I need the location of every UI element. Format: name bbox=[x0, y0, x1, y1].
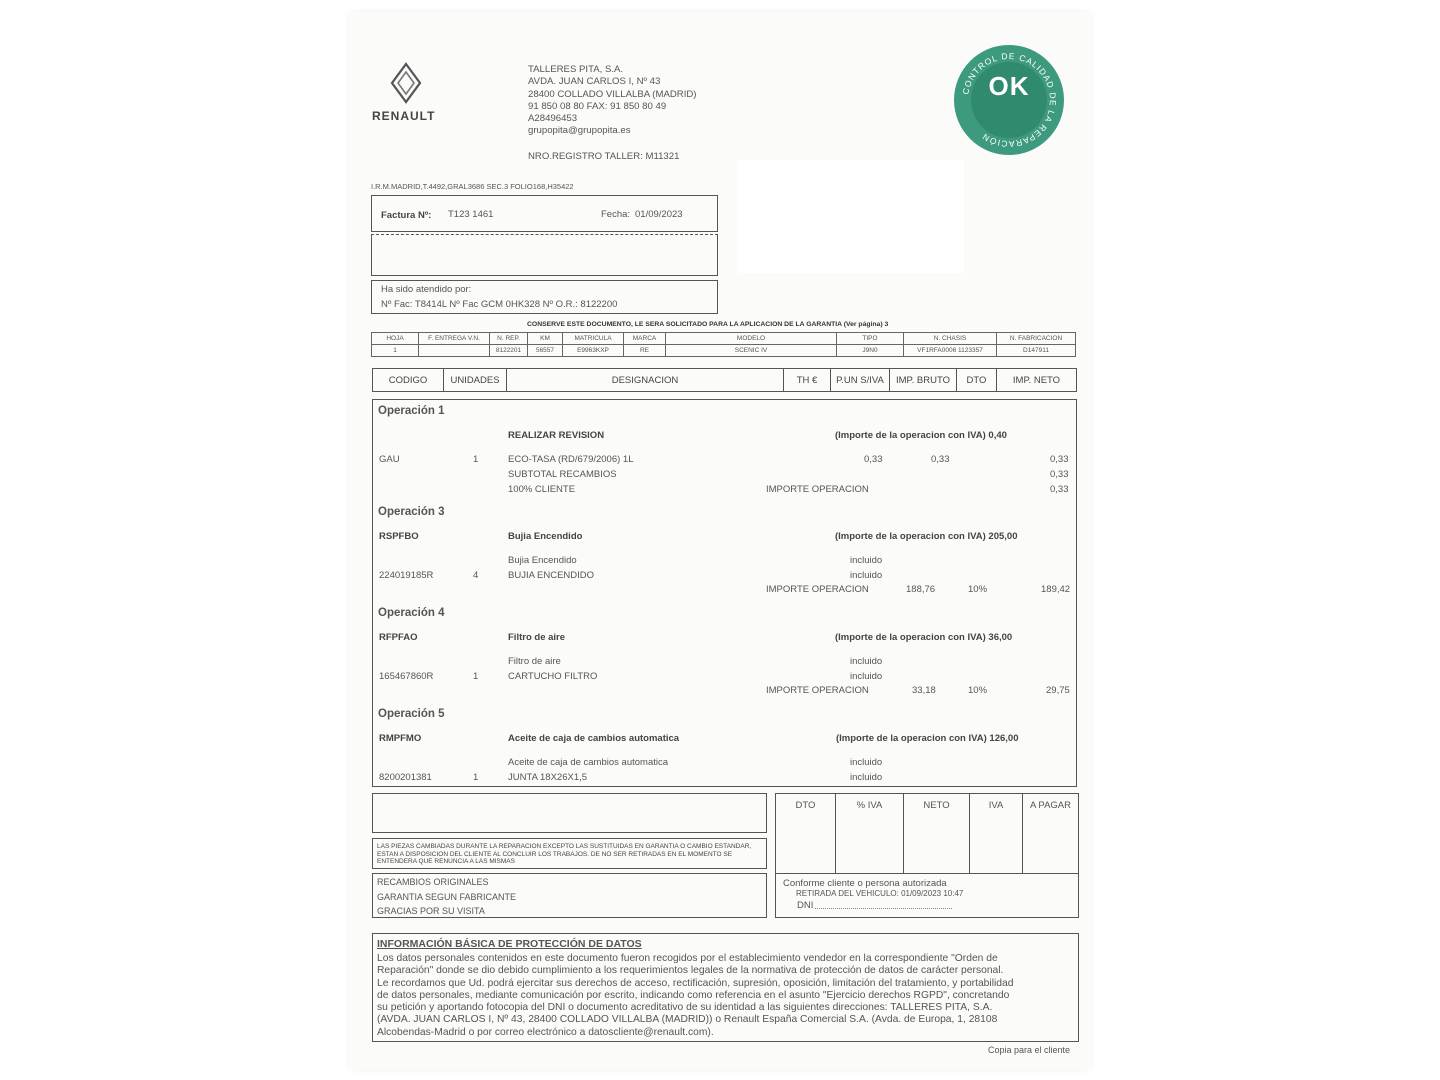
operation-summary-dto: 10% bbox=[968, 584, 988, 595]
dni-signature-line bbox=[815, 908, 952, 909]
items-header bbox=[372, 368, 1077, 392]
retirada-text: RETIRADA DEL VEHICULO: 01/09/2023 10:47 bbox=[796, 889, 964, 898]
totals-header-cell: NETO bbox=[904, 794, 970, 874]
operation-summary-neto: 29,75 bbox=[1046, 685, 1070, 696]
factura-value: T123 1461 bbox=[448, 209, 494, 220]
observations-box bbox=[372, 793, 767, 833]
redacted-area bbox=[738, 160, 964, 273]
column-header: CODIGO bbox=[373, 369, 444, 392]
warranty-notice: CONSERVE ESTE DOCUMENTO, LE SERA SOLICITADO PARA LA APLICACION DE LA GARANTIA (Ver página) 3 bbox=[527, 321, 889, 328]
item-included: incluido bbox=[850, 656, 883, 667]
item-bruto: 0,33 bbox=[931, 454, 950, 465]
totals-table bbox=[775, 793, 1079, 874]
vehicle-value-cell: VF1RFA0006 1123357 bbox=[904, 345, 997, 357]
protection-line: de datos personales, mediante comunicación por escrito, indicando como referencia en el asunto "Ejercicio derechos RGPD", concretando bbox=[377, 989, 1010, 1001]
totals-header-cell: DTO bbox=[776, 794, 836, 874]
conforme-label: Conforme cliente o persona autorizada bbox=[783, 878, 947, 889]
registro-mercantil: I.R.M.MADRID,T.4492,GRAL3686 SEC.3 FOLIO168,H35422 bbox=[371, 182, 574, 191]
data-protection-text bbox=[377, 953, 1077, 1039]
operation-code: RSPFBO bbox=[379, 531, 419, 542]
footer-line: GARANTIA SEGUN FABRICANTE bbox=[377, 891, 517, 902]
operation-name: Filtro de aire bbox=[508, 632, 566, 643]
company-info bbox=[528, 64, 697, 138]
vehicle-value-cell: 56557 bbox=[528, 345, 563, 357]
footer-line: RECAMBIOS ORIGINALES bbox=[377, 877, 489, 887]
item-desc: SUBTOTAL RECAMBIOS bbox=[508, 469, 617, 480]
column-header: IMP. NETO bbox=[997, 369, 1077, 392]
totals-header-cell: % IVA bbox=[836, 794, 904, 874]
registro-taller: NRO.REGISTRO TALLER: M11321 bbox=[528, 151, 680, 162]
vehicle-value-cell: E9963KXP bbox=[563, 345, 624, 357]
vehicle-header-cell: N. FABRICACION bbox=[997, 333, 1076, 345]
vehicle-header-cell: HOJA bbox=[372, 333, 419, 345]
item-units: 4 bbox=[473, 570, 479, 581]
item-code: 224019185R bbox=[379, 570, 434, 581]
vehicle-value-cell: 1 bbox=[372, 345, 419, 357]
vehicle-header-cell: MODELO bbox=[666, 333, 837, 345]
item-code: 8200201381 bbox=[379, 772, 432, 783]
operation-code: RMPFMO bbox=[379, 733, 422, 744]
operation-summary-bruto: 188,76 bbox=[906, 584, 936, 595]
customer-box bbox=[371, 234, 718, 276]
factura-label: Factura Nº: bbox=[381, 210, 432, 221]
item-neto: 0,33 bbox=[1050, 469, 1069, 480]
item-included: incluido bbox=[850, 570, 883, 581]
protection-line: Alcobendas-Madrid o por correo electrónico a datoscliente@renault.com). bbox=[377, 1026, 714, 1038]
item-included: incluido bbox=[850, 757, 883, 768]
operation-name: Aceite de caja de cambios automatica bbox=[508, 733, 680, 744]
vehicle-value-cell: J9N0 bbox=[837, 345, 904, 357]
column-header: UNIDADES bbox=[444, 369, 507, 392]
column-header: TH € bbox=[784, 369, 831, 392]
operation-summary-dto: 10% bbox=[968, 685, 988, 696]
company-line: 91 850 08 80 FAX: 91 850 80 49 bbox=[528, 100, 667, 112]
column-header: P.UN S/IVA bbox=[831, 369, 890, 392]
item-units: 1 bbox=[473, 671, 479, 682]
vehicle-value-row bbox=[372, 345, 1076, 357]
item-desc: BUJIA ENCENDIDO bbox=[508, 570, 595, 581]
footer-line: GRACIAS POR SU VISITA bbox=[377, 906, 485, 916]
protection-line: Reparación" donde se dio debido cumplimiento a los requerimientos legales de la normativa de protección de datos de carácter personal. bbox=[377, 965, 1004, 977]
vehicle-header-cell: N. CHASIS bbox=[904, 333, 997, 345]
operation-importe: (Importe de la operacion con IVA) 0,40 bbox=[835, 430, 1007, 441]
column-header: DESIGNACION bbox=[507, 369, 784, 392]
protection-line: (AVDA. JUAN CARLOS I, Nº 43, 28400 COLLADO VILLALBA (MADRID)) o Renault España Comercial S.A. (Avda. de Europa, 1, 28108 bbox=[377, 1014, 998, 1026]
item-included: incluido bbox=[850, 555, 883, 566]
operation-importe: (Importe de la operacion con IVA) 205,00 bbox=[835, 531, 1018, 542]
footer-left-text bbox=[377, 875, 516, 919]
item-desc: ECO-TASA (RD/679/2006) 1L bbox=[508, 454, 634, 465]
parts-notice-text: LAS PIEZAS CAMBIADAS DURANTE LA REPARACION EXCEPTO LAS SUSTITUIDAS EN GARANTIA O CAMBIO ESTANDAR, ESTAN A DISPOSICION DEL CLIENTE AL CONCLUIR LOS TRABAJOS. DE NO SER RETIRADAS EN EL MOMENTO SE ENTENDERA QUE RENUNCIA A LAS MISMAS bbox=[377, 843, 752, 865]
fecha-value: 01/09/2023 bbox=[635, 209, 683, 220]
vehicle-header-cell: MATRICULA bbox=[563, 333, 624, 345]
item-desc: Filtro de aire bbox=[508, 656, 561, 667]
vehicle-table bbox=[371, 332, 1076, 357]
item-units: 1 bbox=[473, 454, 479, 465]
item-desc: CARTUCHO FILTRO bbox=[508, 671, 598, 682]
item-units: 1 bbox=[473, 772, 479, 783]
vehicle-header-cell: N. REP. bbox=[490, 333, 528, 345]
item-desc: Aceite de caja de cambios automatica bbox=[508, 757, 669, 768]
operation-title: Operación 4 bbox=[378, 607, 445, 619]
quality-seal bbox=[954, 45, 1064, 155]
operation-name: REALIZAR REVISION bbox=[508, 430, 605, 441]
operation-title: Operación 5 bbox=[378, 708, 445, 720]
item-desc: JUNTA 18X26X1,5 bbox=[508, 772, 588, 783]
operation-name: Bujia Encendido bbox=[508, 531, 583, 542]
protection-line: Le recordamos que Ud. podrá ejercitar sus derechos de acceso, rectificación, supresión, oposición, limitación del tratamiento, y portabilidad bbox=[377, 977, 1014, 989]
item-neto: 0,33 bbox=[1050, 454, 1069, 465]
protection-line: su petición y aportando fotocopia del DNI o documento acreditativo de su identidad a las siguientes direcciones: TALLERES PITA, S.A. bbox=[377, 1002, 993, 1014]
company-line: 28400 COLLADO VILLALBA (MADRID) bbox=[528, 88, 697, 100]
vehicle-value-cell bbox=[419, 345, 490, 357]
operation-importe: (Importe de la operacion con IVA) 126,00 bbox=[836, 733, 1019, 744]
item-included: incluido bbox=[850, 671, 883, 682]
fecha-label: Fecha: bbox=[601, 209, 631, 220]
renault-diamond-icon bbox=[386, 62, 426, 104]
svg-text:CONTROL DE CALIDAD DE LA REPAR: CONTROL DE CALIDAD DE LA REPARACIÓN bbox=[960, 50, 1059, 150]
item-desc: Bujia Encendido bbox=[508, 555, 577, 566]
company-line: A28496453 bbox=[528, 113, 578, 125]
column-header: IMP. BRUTO bbox=[890, 369, 957, 392]
operation-summary-label: IMPORTE OPERACION bbox=[766, 685, 869, 696]
dni-label: DNI bbox=[797, 900, 814, 911]
vehicle-header-cell: TIPO bbox=[837, 333, 904, 345]
data-protection-title: INFORMACIÓN BÁSICA DE PROTECCIÓN DE DATOS bbox=[377, 938, 642, 950]
operation-title: Operación 3 bbox=[378, 506, 445, 518]
vehicle-header-row bbox=[372, 333, 1076, 345]
vehicle-header-cell: KM bbox=[528, 333, 563, 345]
attended-label: Ha sido atendido por: bbox=[381, 284, 472, 295]
totals-header-cell: IVA bbox=[970, 794, 1023, 874]
operation-summary-label: IMPORTE OPERACION bbox=[766, 484, 869, 495]
item-code: GAU bbox=[379, 454, 400, 465]
operation-summary-bruto: 33,18 bbox=[912, 685, 936, 696]
item-neto: 0,33 bbox=[1050, 484, 1069, 495]
vehicle-value-cell: SCENIC IV bbox=[666, 345, 837, 357]
seal-ok-text: OK bbox=[988, 71, 1030, 101]
brand-name: RENAULT bbox=[372, 109, 436, 123]
operation-code: RFPFAO bbox=[379, 632, 418, 643]
vehicle-value-cell: RE bbox=[624, 345, 666, 357]
column-header: DTO bbox=[957, 369, 997, 392]
company-line: TALLERES PITA, S.A. bbox=[528, 64, 624, 75]
item-desc: 100% CLIENTE bbox=[508, 484, 576, 495]
vehicle-header-cell: F. ENTREGA V.N. bbox=[419, 333, 490, 345]
attended-line: Nº Fac: T8414L Nº Fac GCM 0HK328 Nº O.R.: 8122200 bbox=[381, 299, 618, 310]
item-code: 165467860R bbox=[379, 671, 434, 682]
item-price: 0,33 bbox=[864, 454, 883, 465]
operation-importe: (Importe de la operacion con IVA) 36,00 bbox=[835, 632, 1013, 643]
copy-note: Copia para el cliente bbox=[988, 1045, 1071, 1055]
operation-title: Operación 1 bbox=[378, 405, 445, 417]
operation-summary-label: IMPORTE OPERACION bbox=[766, 584, 869, 595]
totals-header-cell: A PAGAR bbox=[1023, 794, 1079, 874]
vehicle-value-cell: 8122201 bbox=[490, 345, 528, 357]
company-line: grupopita@grupopita.es bbox=[528, 125, 631, 137]
vehicle-header-cell: MARCA bbox=[624, 333, 666, 345]
operation-summary-neto: 189,42 bbox=[1041, 584, 1071, 595]
vehicle-value-cell: D147911 bbox=[997, 345, 1076, 357]
protection-line: Los datos personales contenidos en este documento fueron recogidos por el establecimiento vendedor en la correspondiente "Orden de bbox=[377, 953, 998, 964]
item-included: incluido bbox=[850, 772, 883, 783]
company-line: AVDA. JUAN CARLOS I, Nº 43 bbox=[528, 76, 661, 88]
